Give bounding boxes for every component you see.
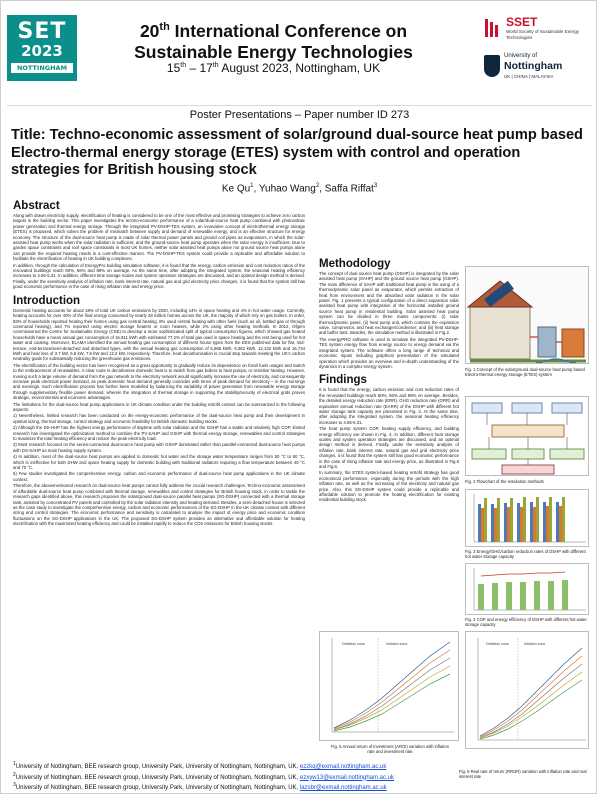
fig4-chart [465,563,589,615]
conf-title-rest: International Conference on [169,20,408,41]
header-divider [7,105,592,106]
conference-dates [96,61,451,75]
dates-mid: – 17 [186,61,213,75]
conf-title-line2: Sustainable Energy Technologies [134,41,413,62]
affiliation-2 [13,772,453,783]
uon-crest-icon [484,55,500,77]
author-3-sup: 3 [373,183,378,189]
author-2: Yuhao Wang [258,183,316,195]
logo-year: 2023 [21,42,63,60]
logo-word: SET [17,19,67,44]
aff-text: University of Nottingham, BEE research group, University Park, University of Nottingham, Nottingham, UK, [15,785,300,791]
system-diagram-svg [466,267,589,364]
intro-para: Domestic heating accounts for about 18% of total UK carbon emissions by 2020, including 14% in space heating and 4% in hot water usage. Currently, heating accounts for over 40% of the final energy consumed by nearly 28 million homes across the UK, the majority of which rely on gas boilers. In order, 83% of households reported heating their homes using gas central heating, 8% used central heating with other fuels (such as oil, bottled gas or through communal heating), and 7% reported using electric storage heaters or room heaters, while 2% using other heating methods. In 2012, Ofgem commissioned the Centre for Sustainable Energy (CSE) to develop a more sophisticated split of typical consumption figures, which showed gas heated households have a mean annual gas consumption of 15,911 kWh with estimated 77.2% of total gas used in space heating and the rest being used for hot water and cooking. Moreover, ELAMA identified the annual heating gas consumption of different house types from the EES published data for flat, mid-terrace, end-terrace/semi-detached and detached types, with the annual heating gas consumption of 5,665 kWh, 9,362 kWh, 12,132 kWh and 16,734 kWh and heat loss of 3.7 kW, 5.6 kW, 7.5 kW and 12.2 kW, respectively. Therefore, heat decarbonisation is crucial step towards meeting the UK's carbon neutrality goals for substantially reducing the greenhouse gas emissions. [13,307,305,362]
fig6-chart [465,631,589,749]
author-1-sup: 1 [250,183,254,189]
fig5-zone-a: Deflation zone [342,642,365,646]
sset-subtitle: World Society of Sustainable Energy Technologies [506,29,579,40]
fig3-caption: Fig. 3 Energy/GHG/carbon reduction rates of DSHP with different hot water storage capacity [465,549,586,559]
fig6-svg [466,632,589,749]
aff-text: University of Nottingham, BEE research group, University Park, University of Nottingham, Nottingham, UK, [15,774,300,781]
fig5-zone-b: Inflation zone [386,642,408,646]
intro-para: The electrification of the building sector has been recognised as a great opportunity to gradually reduce its dependence on fossil fuels usages and switch to the embracement of renewables. A clear route is decarbonise domestic heat is to switch from gas boilers to heat pumps, or resistive heating. However, moving such a large volume of demand from the gas network to the electricity network would significantly increase the use of electricity, and consequently increase peak electrical power demand, as peak domestic heat demand generally coincides with times of peak demand for electricity – in the mornings and evenings. Such electrification process has further been modelled by balancing the variability of power generation from renewable energy storage through supplementary flexible power demand, wherein the integration of thermal storage in supporting the stability/security of electrical grids proves strategic, environmental and economic advantages. [13,362,305,401]
fig6-zone-a: Deflation zone [486,642,509,646]
affiliations [13,761,453,793]
fig2-flowchart [465,396,589,476]
flowchart-svg [466,397,589,476]
fig6-lines [480,648,582,739]
aff-sup: 2 [13,771,16,778]
uon-logo [484,53,594,89]
email-link[interactable]: lazsbr@exmail.nottingham.ac.uk [299,785,387,791]
uon-line2: Nottingham [504,60,563,72]
email-link[interactable]: ezxyw13@exmail.nottingham.ac.uk [299,774,395,781]
set-2023-logo [7,15,77,81]
author-1: Ke Qu [221,183,251,195]
fig3-svg [466,490,589,547]
findings-para: It is found that the energy, carbon emission and cost reduction rates of the renovated buildings reach 60%, 56% and 89% on average. Besides, the detailed energy reduction rate (ERR), GHG reduction rate (GRR) and equivalent annual reduction rate (EARR) of the DSHP with different hot water storage tank capacity are presented in Fig. 3. At the same time, after adopting the integrated system, the seasonal heating efficiency increases to 4.66-5.31. [319,387,459,425]
fig5-lines [334,642,450,731]
introduction-heading: Introduction [13,294,81,307]
email-link[interactable]: ezzkq@exmail.nottingham.ac.uk [299,764,387,770]
author-2-sup: 2 [315,183,320,189]
author-line: Ke Qu$^1$, Yuhao Wang$^2$, Saffa Riffat$^3$ [221,183,378,195]
uon-line3: UK | CHINA | MALAYSIA [504,74,554,79]
fig2-caption: Fig. 2 Flowchart of the simulation methods [465,479,544,484]
dates-end-sup: th [212,62,219,69]
affiliation-1 [13,761,453,772]
sset-name: SSET [506,15,538,29]
findings-para: The heat pump system COP, heating supply efficiency, and building energy efficiency are shown in Fig. 4. In addition, different heat storage scales and system operation strategies are discussed, and an optimal design method is derived. Finally, under the sensitivity analysis of inflation rate, bank interest rate, natural gas and grid electricity price changes, it is found that the system still has good economic performance in the case of rising inflation rate and energy price, as illustrated in Fig.5 and Fig.6. [319,426,459,469]
abstract-para: Along with drawn electricity supply, electrification of heating is considered to be one of the most effective and promising strategies to achieve zero carbon targets in the building sector. This paper investigates the techno-economic performance of a solar/dual-source heat pump combined with photovoltaic power generation and thermal energy storage. Through the integrated PV-DSHP-TES system, an innovative concept of electrothermal energy storage (ETES) is proposed, which solves the problem of mismatch between supply and demand of renewable energy, and is an effective structure for energy economy. The structure of the dual-source heat pump is made of solar thermal power panels and ground coil pipes as evaporators, in which the solar-assisted heat pump works when the solar radiation is sufficient, and the ground-source heat pump operates when the solar energy is insufficient. Due to garden space constraints and roof space constraints in most UK homes, neither solar assisted heat pumps alone nor ground source heat pumps alone can provide the required heating needs in a cost-effective manner. The PV-DSHP-TES system could provide a replicable and affordable solution to facilitate the electrification of heating in UK building complexes. [13,213,305,262]
aff-sup: 3 [13,782,16,788]
findings-heading: Findings [319,374,367,387]
fig1-caption: Fig. 1 Concept of the solar/ground dual-source heat pump based Electro-thermal energy storage (ETES) system [465,367,585,377]
aff-text: University of Nottingham, BEE research group, University Park, University of Nottingham, Nottingham, UK, [15,764,300,770]
conf-title-sup: th [159,21,170,33]
fig4-bars [478,580,568,610]
fig4-line [481,572,565,576]
intro-para: Therefore, the abovementioned research on dual-source heat pumps cannot fully address the crucial research challenges. Techno-economic assessment of affordable dual-source heat pump combined with thermal storage, renewables and control strategies for British housing stock, in order to tackle the research gaps identified above, this research proposes the solar/ground dual-source parallel heat pumps (SG-DSHP) connected with a thermal storage tank, assisted by concentrated PV panels and controlled by the solar radiation intensity and heating demand. Besides, a semi-detached house is selected as the case study to investigate the comprehensive energy, carbon and economic performances of the SG-DSHP in the UK climate context with different sizing and control strategies. The economic performance and sensitivity is calculated to analyse the impact of energy price and economic condition fluctuations on the SG-DSHP applications in the UK. The proposed SG-DSHP system provides an alternative and affordable solution for heating electrification with the maximized heating efficiency and could be installed rapidly to reduce the CO2 emissions for British housing stocks. [13,483,305,527]
dates-rest: August 2023, Nottingham, UK [218,61,381,75]
intro-para: 2) Although the DS-HHP has the highest energy performance of daytime with solar radiation and the GSHP has a stable and relatively high COP, limited research has investigated the optimization method to combine the PV-SAHP and GSHP with thermal energy storage, renewables and control strategies to maximize the total heating efficiency and reduce the peak electricity load. [13,425,305,442]
conf-title-num: 20 [139,20,160,41]
fig6-caption: Fig. 6 Real rate of return (RROR) variation with inflation rate and real interest rate [459,769,587,779]
abstract-para: In addition, through the calculation of EnergyPro building simulation software, it is found that the energy, carbon emission and cost reduction ratios of the renovated buildings reach 60%, 56% and 89% on average. As the same time, after adopting the integrated system, the seasonal heating efficiency increases to 4.66-5.31. In addition, different time storage scales and system operation strategies are discussed, and an optimal design method is derived. Finally, under the sensitivity analysis of inflation rate, bank interest rate, natural gas and grid electricity price changes, it is found that the system still has good economic performance in the case of rising inflation rate and energy price. [13,262,305,290]
fig1-system-diagram [465,266,589,364]
sset-mark-icon [484,17,502,39]
middle-column [319,257,459,579]
methodology-heading: Methodology [319,258,391,270]
fig5-svg [320,632,459,741]
fig3-bars [478,497,565,542]
findings-para: In summary, the ETES system-based heating retrofit strategy has good economical performance, especially during the periods with the high inflation rate, as well as the increasing of the electricity and natural gas price. Also, this SG-DSHP system could provide a replicable and affordable solution to promote the heating electrification for existing residential building stock. [319,470,459,503]
uon-line1: University of [504,53,538,59]
dates-start: 15 [166,61,181,75]
fig4-caption: Fig. 4 COP and energy efficiency of DSHP with different hot water storage capacity [465,617,587,627]
intro-para: 4) In addition, most of the dual-source heat pumps are applied to domestic hot water and the storage water temperature ranges from 50 °C to 60 °C, which is ineffective for both DHW and space heating supply for domestic building with traditional radiators requiring a flow temperature between 40 °C and 70 °C. [13,454,305,471]
intro-para: The limitations for the dual-source heat pump applications in UK climate condition under the building retrofit context can be summarized in the following aspects: [13,401,305,412]
abstract-heading: Abstract [13,200,60,212]
fig5-caption: Fig. 5 Annual return of investment (AROI) variation with inflation rate and investment rate [331,744,450,754]
aff-sup: 1 [13,761,16,767]
intro-para: 1) Nevertheless, limited research has been conducted on the energy-economic performance of the dual-source heat pump and their development in optimal sizing, thermal storage, control strategy and economic feasibility for British domestic building stocks. [13,413,305,424]
intro-para: 5) Few studies investigated the comprehensive energy, carbon and economic performance of dual-source heat pump applications in the UK climate context. [13,471,305,482]
sset-logo [484,15,594,45]
method-para: The energyPRO software is used to simulate the integrated PV-DSHP-TES system energy flow from energy source to energy demand via the integrated system. The software offers a long range of technical and economic inputs including graphical presentation of the simulated operation which provides an overview and in-depth understanding of the dynamics in a complex energy system. [319,336,459,369]
logo-city: NOTTINGHAM [11,63,73,73]
fig4-svg [466,564,589,615]
fig5-chart [319,631,459,741]
author-3: Saffa Riffat [324,183,374,195]
method-para: The concept of dual source heat pump (DSHP) is integrated by the solar assisted heat pump (SAHP) and the ground source heat pump (GSHP). The main difference of SAHP with traditional heat pump is the using of a thermodynamic solar panel as evaporator, which permits extraction of heat from environment and the absorbed solar radiation in the solar panel. Fig. 1 presents a typical configuration of a direct expansion solar assisted heat pump with integration of the horizontal installed ground source heat pump in residential building. Solar assisted heat pump system can be divided in three mains components: (i) solar thermodynamic panel, (ii) heat pump unit, which contains the expansion valve, compressor, and heat exchanger/condenser; and (iii) heat storage and buffer tank. Besides, the simulation method is illustrated in Fig.2. [319,271,459,336]
fig6-zone-b: Inflation zone [524,642,546,646]
left-column [13,199,305,559]
fig3-bar-chart [465,489,589,547]
conference-title [96,17,451,63]
affiliation-3 [13,782,453,793]
paper-title: Title: Techno-economic assessment of solar/ground dual-source heat pump based Electro-thermal energy storage (ETES) system with control and operation strategies for British housing stock [11,127,583,178]
poster-label: Poster Presentations – Paper number ID 273 [189,109,410,121]
intro-para: 3) Most research focused on the series-connected dual-source heat pump with GSHP dominated rather than parallel-connected dual-source heat pumps with DS-SAHP as main heating supply system. [13,442,305,453]
dates-start-sup: th [180,62,187,69]
